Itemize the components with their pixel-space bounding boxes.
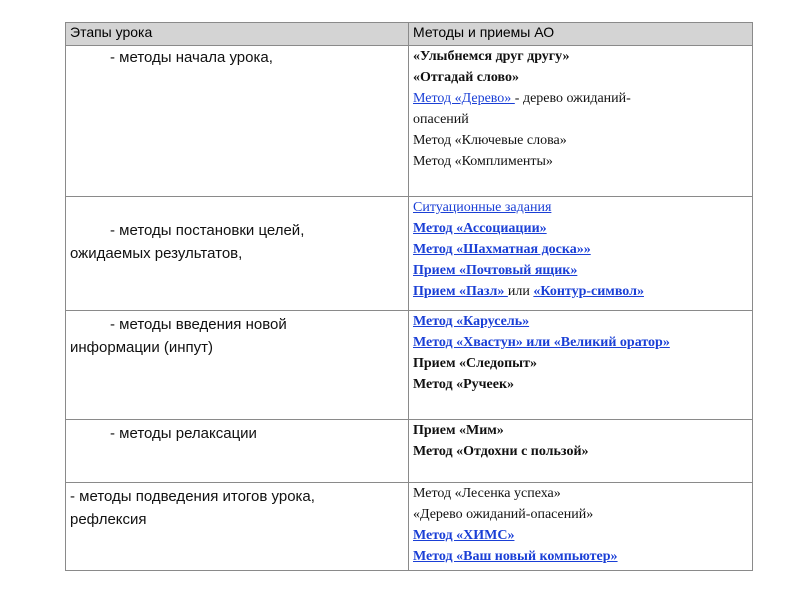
methods-cell [409,311,753,420]
method-link[interactable]: «Контур-символ» [533,284,644,299]
stage-label: ожидаемых результатов, [70,245,243,262]
table-row [66,197,753,311]
stage-label: - методы подведения итогов урока, [70,488,315,505]
method-link[interactable]: Метод «Хвастун» или «Великий оратор» [413,335,670,350]
method-item [413,218,748,239]
method-item: Метод «Дерево» - дерево ожиданий- [413,91,631,106]
method-item: «Улыбнемся друг другу» [413,49,570,64]
method-item: «Отгадай слово» [413,70,519,85]
method-item: Метод «Ключевые слова» [413,133,567,148]
stage-cell [66,46,409,197]
method-item: Метод «Отдохни с пользой» [413,444,589,459]
method-link[interactable]: Метод «Ваш новый компьютер» [413,549,618,564]
method-link[interactable]: Метод «Карусель» [413,314,530,329]
stage-cell [66,197,409,311]
method-item [413,239,748,260]
stage-cell [66,483,409,571]
method-link[interactable]: Прием «Пазл» [413,284,508,299]
stage-label: информации (инпут) [70,339,214,356]
method-item: Метод «Комплименты» [413,154,553,169]
stage-label: - методы введения новой [110,316,287,333]
method-link[interactable]: Метод «Шахматная доска»» [413,242,591,257]
method-item: Прием «Следопыт» [413,356,537,371]
stage-cell [66,420,409,483]
method-item [413,311,748,332]
method-link[interactable]: Метод «ХИМС» [413,528,515,543]
method-link[interactable]: Метод «Дерево» [413,91,515,106]
header-row [66,23,753,46]
table-row [66,46,753,197]
stage-label: - методы релаксации [110,425,257,442]
method-item: Прием «Мим» [413,423,504,438]
method-item [413,525,748,546]
method-item [413,332,748,353]
method-item [413,546,748,567]
table-row [66,483,753,571]
methods-cell [409,420,753,483]
method-item [413,260,748,281]
method-item: Метод «Лесенка успеха» [413,486,561,501]
table-row [66,420,753,483]
method-item: Метод «Ручеек» [413,377,515,392]
method-item: опасений [413,112,469,127]
stage-label: - методы начала урока, [110,49,273,66]
method-item: «Дерево ожиданий-опасений» [413,507,594,522]
methods-cell [409,483,753,571]
stage-label: - методы постановки целей, [110,222,305,239]
method-item: Прием «Пазл» или «Контур-символ» [413,284,644,299]
method-link[interactable]: Ситуационные задания [413,200,552,215]
methods-cell [409,46,753,197]
method-link[interactable]: Прием «Почтовый ящик» [413,263,578,278]
header-methods: Методы и приемы АО [409,23,753,46]
header-stages: Этапы урока [66,23,409,46]
method-link[interactable]: Метод «Ассоциации» [413,221,547,236]
methods-cell [409,197,753,311]
stage-cell [66,311,409,420]
table-row [66,311,753,420]
stage-label: рефлексия [70,511,147,528]
lesson-methods-table [65,22,753,571]
